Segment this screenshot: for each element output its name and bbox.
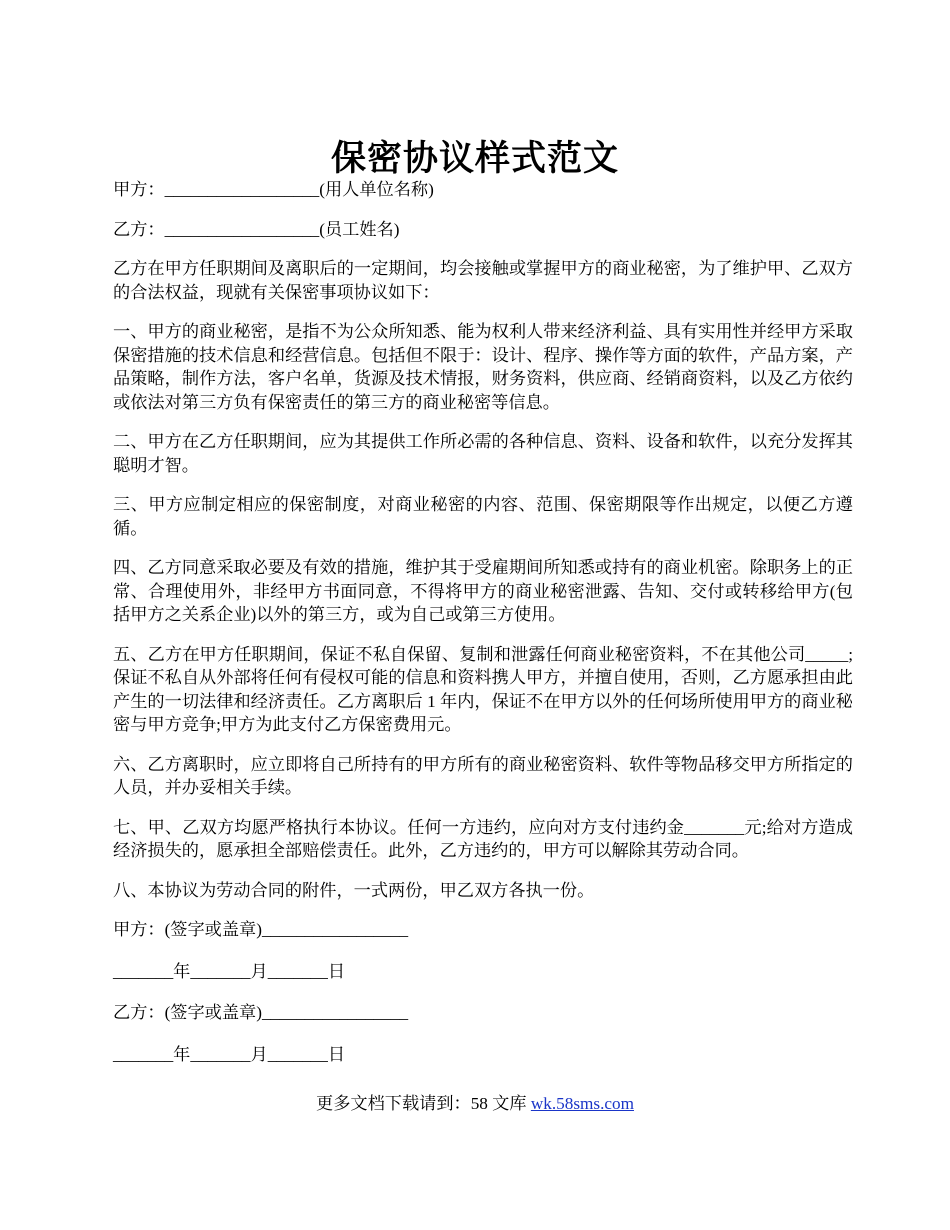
party-b-signature-line: 乙方：(签字或盖章)_________________ xyxy=(113,1003,409,1022)
clause-3-paragraph: 三、甲方应制定相应的保密制度，对商业秘密的内容、范围、保密期限等作出规定，以便乙方遵循。 xyxy=(113,495,853,538)
footer-download-link[interactable]: wk.58sms.com xyxy=(530,1094,634,1113)
clause-8-paragraph: 八、本协议为劳动合同的附件，一式两份，甲乙双方各执一份。 xyxy=(113,880,595,900)
document-title: 保密协议样式范文 xyxy=(330,139,619,179)
party-a-line: 甲方：__________________(用人单位名称) xyxy=(113,180,434,199)
party-b-date-line: _______年_______月_______日 xyxy=(113,1044,346,1064)
clause-1-paragraph: 一、甲方的商业秘密，是指不为公众所知悉、能为权利人带来经济利益、具有实用性并经甲方采取保密措施的技术信息和经营信息。包括但不限于：设计、程序、操作等方面的软件，产品方案，产品策略，制作方法，客户名单，货源及技术情报，财务资料，供应商、经销商资料，以及乙方依约或依法对第三方负有保密责任的第三方的商业秘密等信息。 xyxy=(113,322,853,412)
footer-prefix-text: 更多文档下载请到：58 文库 xyxy=(316,1094,531,1113)
clause-5-paragraph: 五、乙方在甲方任职期间，保证不私自保留、复制和泄露任何商业秘密资料，不在其他公司_____;保证不私自从外部将任何有侵权可能的信息和资料携人甲方，并擅自使用，否则，乙方愿承担由此产生的一切法律和经济责任。乙方离职后 1 年内，保证不在甲方以外的任何场所使用甲方的商业秘密与甲方竞争;甲方为此支付乙方保密费用元。 xyxy=(113,644,853,734)
download-footer xyxy=(0,1092,950,1116)
clause-6-paragraph: 六、乙方离职时，应立即将自己所持有的甲方所有的商业秘密资料、软件等物品移交甲方所指定的人员，并办妥相关手续。 xyxy=(113,754,853,797)
preamble-paragraph: 乙方在甲方任职期间及离职后的一定期间，均会接触或掌握甲方的商业秘密，为了维护甲、乙双方的合法权益，现就有关保密事项协议如下： xyxy=(113,259,853,302)
clause-7-paragraph: 七、甲、乙双方均愿严格执行本协议。任何一方违约，应向对方支付违约金_______元;给对方造成经济损失的，愿承担全部赔偿责任。此外，乙方违约的，甲方可以解除其劳动合同。 xyxy=(113,817,853,860)
clause-2-paragraph: 二、甲方在乙方任职期间，应为其提供工作所必需的各种信息、资料、设备和软件，以充分发挥其聪明才智。 xyxy=(113,432,853,475)
clause-4-paragraph: 四、乙方同意采取必要及有效的措施，维护其于受雇期间所知悉或持有的商业机密。除职务上的正常、合理使用外，非经甲方书面同意，不得将甲方的商业秘密泄露、告知、交付或转移给甲方(包括甲方之关系企业)以外的第三方，或为自己或第三方使用。 xyxy=(113,558,853,624)
party-a-signature-line: 甲方：(签字或盖章)_________________ xyxy=(113,920,409,939)
party-b-line: 乙方：__________________(员工姓名) xyxy=(113,219,400,239)
document-body xyxy=(113,178,853,1084)
party-a-date-line: _______年_______月_______日 xyxy=(113,961,346,981)
